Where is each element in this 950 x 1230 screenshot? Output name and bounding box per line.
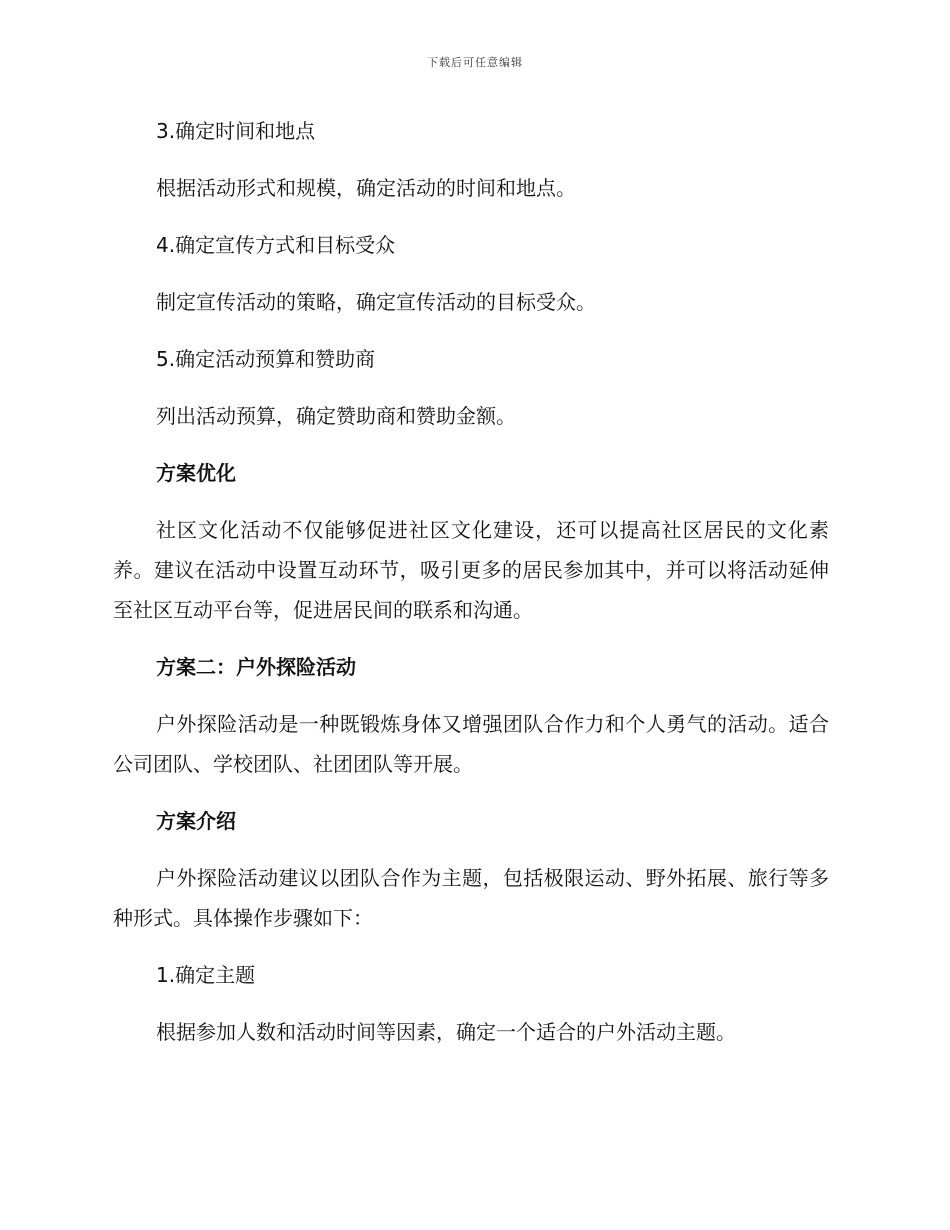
section-heading-introduction: 方案介绍 xyxy=(156,809,236,833)
document-body xyxy=(113,111,829,1069)
optimization-paragraph: 社区文化活动不仅能够促进社区文化建设，还可以提高社区居民的文化素养。建议在活动中设置互动环节，吸引更多的居民参加其中，并可以将活动延伸至社区互动平台等，促进居民间的联系和沟通。 xyxy=(113,518,829,622)
step-1-title: 1.确定主题 xyxy=(156,963,256,987)
step-3-title: 3.确定时间和地点 xyxy=(156,119,316,143)
header-note: 下载后可任意编辑 xyxy=(427,56,523,69)
introduction-paragraph: 户外探险活动建议以团队合作为主题，包括极限运动、野外拓展、旅行等多种形式。具体操作步骤如下： xyxy=(113,866,829,930)
plan-two-paragraph: 户外探险活动是一种既锻炼身体又增强团队合作力和个人勇气的活动。适合公司团队、学校团队、社团团队等开展。 xyxy=(113,712,829,776)
step-5-title: 5.确定活动预算和赞助商 xyxy=(156,347,376,371)
step-4-title: 4.确定宣传方式和目标受众 xyxy=(156,233,396,257)
step-5-description: 列出活动预算，确定赞助商和赞助金额。 xyxy=(156,404,516,428)
step-4-description: 制定宣传活动的策略，确定宣传活动的目标受众。 xyxy=(156,290,596,314)
section-heading-plan-two: 方案二：户外探险活动 xyxy=(156,655,356,679)
section-heading-optimization: 方案优化 xyxy=(156,461,236,485)
step-1-description: 根据参加人数和活动时间等因素，确定一个适合的户外活动主题。 xyxy=(156,1020,736,1044)
step-3-description: 根据活动形式和规模，确定活动的时间和地点。 xyxy=(156,176,576,200)
